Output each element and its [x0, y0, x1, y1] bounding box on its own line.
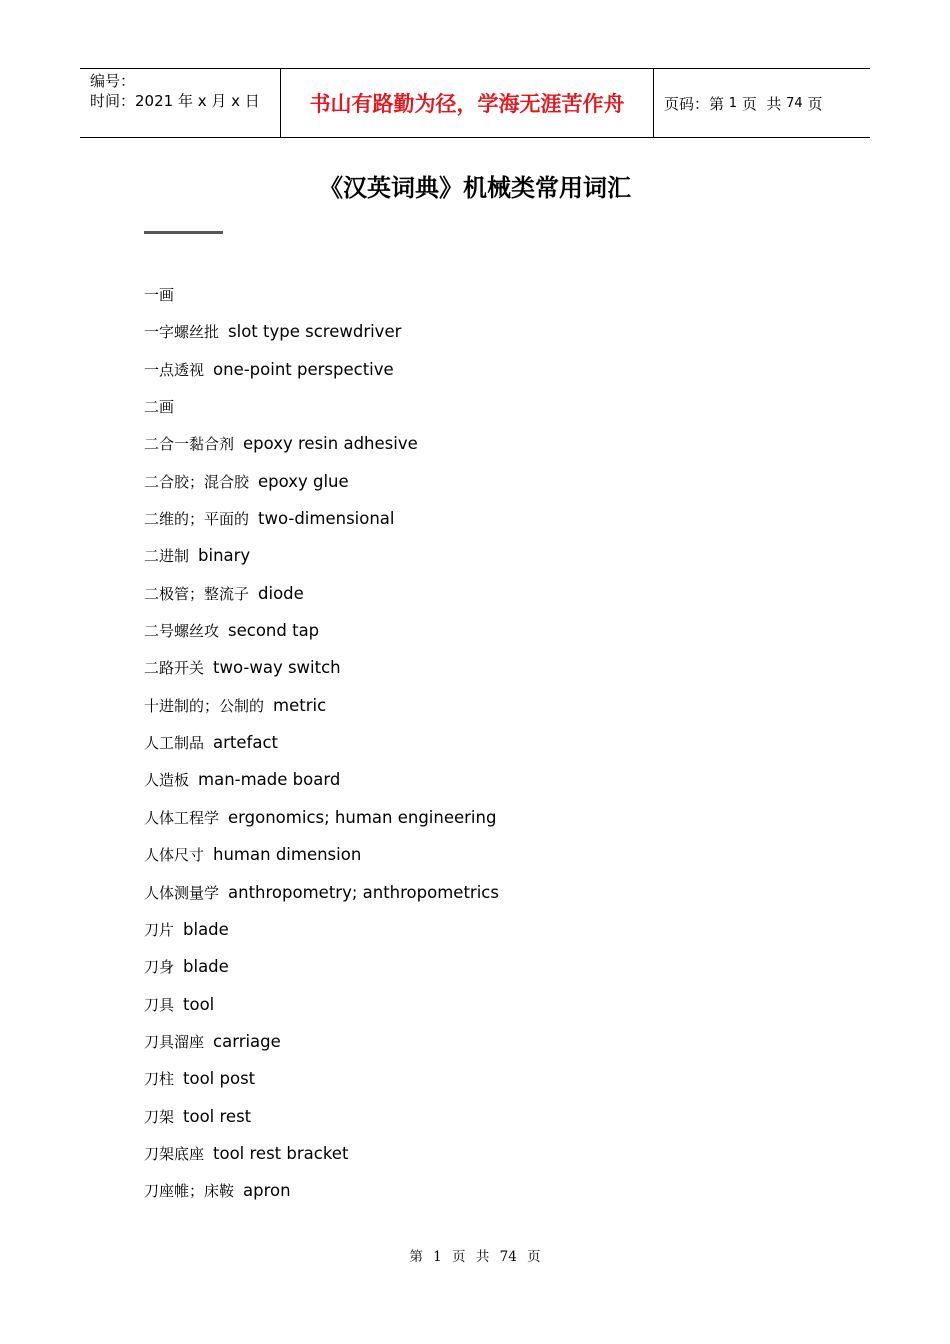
glossary-entry: [144, 687, 499, 724]
entry-chinese-term: 一画: [144, 286, 175, 304]
entry-english-term: epoxy glue: [258, 471, 349, 491]
entry-english-term: binary: [198, 546, 251, 566]
entry-chinese-term: 刀座帷；床鞍: [144, 1182, 235, 1201]
entry-chinese-term: 二号螺丝攻: [144, 622, 220, 641]
entry-chinese-term: 人体测量学: [144, 883, 220, 902]
entry-chinese-term: 人造板: [144, 771, 190, 790]
entry-english-term: one-point perspective: [213, 359, 394, 379]
glossary-entry: [144, 836, 499, 873]
entry-english-term: anthropometry; anthropometrics: [228, 882, 499, 902]
entry-chinese-term: 二合一黏合剂: [144, 435, 235, 454]
glossary-entry: [144, 1172, 499, 1209]
page-total: 74: [786, 95, 803, 111]
glossary-entry: [144, 1023, 499, 1060]
header-motto: 书山有路勤为径，学海无涯苦作舟: [309, 92, 625, 116]
entry-english-term: diode: [258, 583, 304, 603]
glossary-entry: [144, 911, 499, 948]
entry-chinese-term: 刀身: [144, 958, 175, 977]
entry-english-term: carriage: [213, 1031, 281, 1051]
entry-english-term: tool: [183, 994, 215, 1014]
page-prefix: 页码：第: [664, 94, 729, 113]
glossary-entry: [144, 986, 499, 1023]
header-page-cell: [654, 69, 870, 137]
page-current: 1: [728, 95, 738, 111]
glossary-entry: [144, 463, 499, 500]
document-title: 《汉英词典》机械类常用词汇: [319, 173, 631, 202]
glossary-entry: [144, 948, 499, 985]
glossary-entry: [144, 1135, 499, 1172]
glossary-entry: [144, 500, 499, 537]
entry-chinese-term: 二路开关: [144, 659, 205, 678]
entry-english-term: blade: [183, 919, 229, 939]
document-date-label: 时间：2021 年 x 月 x 日: [90, 92, 260, 110]
entry-chinese-term: 刀架底座: [144, 1144, 205, 1163]
title-underline-rule: [144, 231, 223, 234]
entry-english-term: ergonomics; human engineering: [228, 807, 497, 827]
entry-english-term: artefact: [213, 733, 278, 753]
entry-chinese-term: 刀片: [144, 920, 175, 939]
entry-english-term: tool rest bracket: [213, 1143, 349, 1163]
glossary-entry: [144, 724, 499, 761]
section-heading: [144, 276, 499, 313]
glossary-entry: [144, 575, 499, 612]
entry-english-term: human dimension: [213, 845, 362, 865]
entry-chinese-term: 十进制的；公制的: [144, 696, 265, 715]
entry-english-term: metric: [273, 695, 327, 715]
entry-english-term: man-made board: [198, 770, 341, 790]
header-meta-cell: [80, 69, 281, 137]
page-middle: 页 共: [737, 94, 787, 113]
entry-chinese-term: 刀柱: [144, 1070, 175, 1089]
entry-english-term: two-dimensional: [258, 509, 395, 529]
entry-english-term: blade: [183, 957, 229, 977]
header-motto-cell: [281, 69, 654, 137]
glossary-list: [144, 276, 499, 1210]
page-footer: 第 1 页 共 74 页: [409, 1249, 541, 1265]
glossary-entry: [144, 313, 499, 350]
entry-chinese-term: 二进制: [144, 547, 190, 566]
glossary-entry: [144, 761, 499, 798]
page-suffix: 页: [802, 94, 823, 113]
glossary-entry: [144, 612, 499, 649]
entry-english-term: tool rest: [183, 1106, 252, 1126]
entry-chinese-term: 二合胶；混合胶: [144, 472, 250, 491]
glossary-entry: [144, 351, 499, 388]
entry-english-term: tool post: [183, 1069, 256, 1089]
entry-chinese-term: 二极管；整流子: [144, 584, 250, 603]
entry-english-term: second tap: [228, 621, 320, 641]
glossary-entry: [144, 649, 499, 686]
entry-chinese-term: 人体尺寸: [144, 846, 205, 865]
glossary-entry: [144, 799, 499, 836]
entry-english-term: two-way switch: [213, 658, 341, 678]
page-header: [80, 68, 870, 138]
entry-english-term: apron: [243, 1181, 291, 1201]
glossary-entry: [144, 425, 499, 462]
entry-chinese-term: 一点透视: [144, 360, 205, 379]
entry-chinese-term: 二画: [144, 398, 175, 417]
glossary-entry: [144, 537, 499, 574]
entry-chinese-term: 人体工程学: [144, 808, 220, 827]
glossary-entry: [144, 1098, 499, 1135]
entry-chinese-term: 刀具: [144, 995, 175, 1014]
glossary-entry: [144, 874, 499, 911]
entry-english-term: epoxy resin adhesive: [243, 434, 418, 454]
entry-chinese-term: 刀架: [144, 1107, 175, 1126]
entry-chinese-term: 二维的；平面的: [144, 510, 250, 529]
entry-english-term: slot type screwdriver: [228, 322, 402, 342]
section-heading: [144, 388, 499, 425]
entry-chinese-term: 一字螺丝批: [144, 323, 220, 342]
document-number-label: 编号：: [90, 72, 136, 90]
glossary-entry: [144, 1060, 499, 1097]
entry-chinese-term: 人工制品: [144, 734, 205, 753]
entry-chinese-term: 刀具溜座: [144, 1032, 205, 1051]
